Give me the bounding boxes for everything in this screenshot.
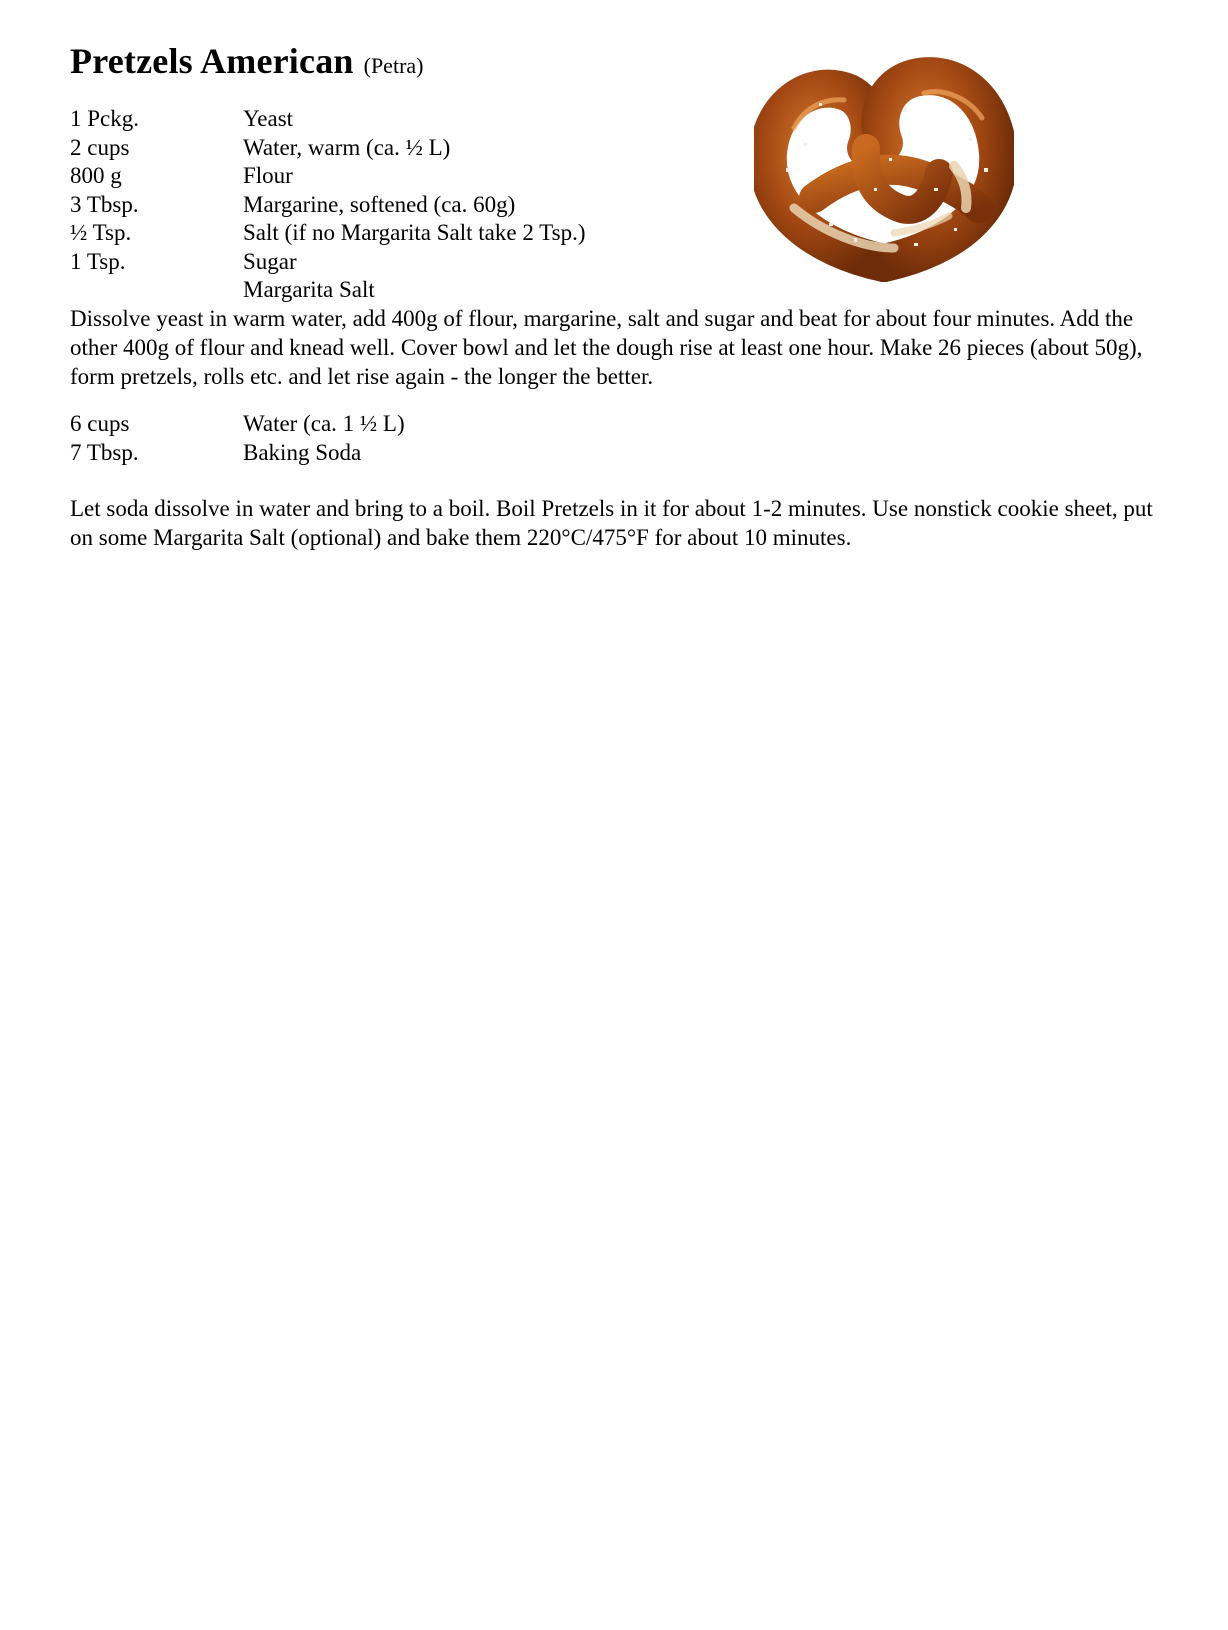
ingredient-item: Salt (if no Margarita Salt take 2 Tsp.): [243, 220, 586, 245]
ingredient-item: Baking Soda: [243, 439, 362, 465]
ingredient-row: [70, 410, 405, 439]
ingredient-qty: 6 cups: [70, 411, 130, 436]
instructions-paragraph-2: Let soda dissolve in water and bring to a boil. Boil Pretzels in it for about 1-2 minutes. Use nonstick cookie sheet, put on some Margarita Salt (optional) and bake them 220°C/475°F for about 10 minutes.: [70, 496, 1153, 550]
pretzel-icon: [754, 48, 1014, 288]
ingredient-qty: ½ Tsp.: [70, 220, 132, 245]
recipe-author: (Petra): [363, 53, 424, 78]
instructions-paragraph-1: Dissolve yeast in warm water, add 400g of flour, margarine, salt and sugar and beat for about four minutes. Add the other 400g of flour and knead well. Cover bowl and let the dough rise at least one hour. Make 26 pieces (about 50g), form pretzels, rolls etc. and let rise again - the longer the better.: [70, 306, 1143, 389]
ingredient-item: Margarine, softened (ca. 60g): [243, 191, 516, 217]
ingredient-row: [70, 248, 585, 277]
recipe-title: Pretzels American: [70, 41, 354, 81]
ingredient-qty: [70, 276, 243, 305]
ingredient-item: Margarita Salt: [243, 277, 375, 302]
ingredient-qty: 2 cups: [70, 134, 130, 160]
boil-ingredients-table: [70, 410, 405, 467]
ingredient-row: [70, 105, 585, 134]
ingredient-row: [70, 219, 585, 248]
ingredient-row: [70, 162, 585, 191]
ingredient-qty: 1 Tsp.: [70, 248, 126, 274]
ingredient-qty: 3 Tbsp.: [70, 191, 139, 217]
ingredient-row: [70, 191, 585, 220]
ingredient-qty: 7 Tbsp.: [70, 439, 139, 465]
ingredient-row: [70, 439, 405, 468]
ingredient-item: Sugar: [243, 248, 297, 274]
ingredient-item: Yeast: [243, 106, 294, 131]
title-line: [70, 40, 423, 82]
ingredient-item: Water, warm (ca. ½ L): [243, 134, 451, 160]
ingredient-qty: 1 Pckg.: [70, 106, 139, 131]
ingredients-table: [70, 105, 585, 305]
ingredient-row: [70, 276, 585, 305]
ingredient-item: Water (ca. 1 ½ L): [243, 411, 405, 436]
ingredient-qty: 800 g: [70, 163, 122, 188]
ingredient-item: Flour: [243, 163, 293, 188]
ingredient-row: [70, 134, 585, 163]
